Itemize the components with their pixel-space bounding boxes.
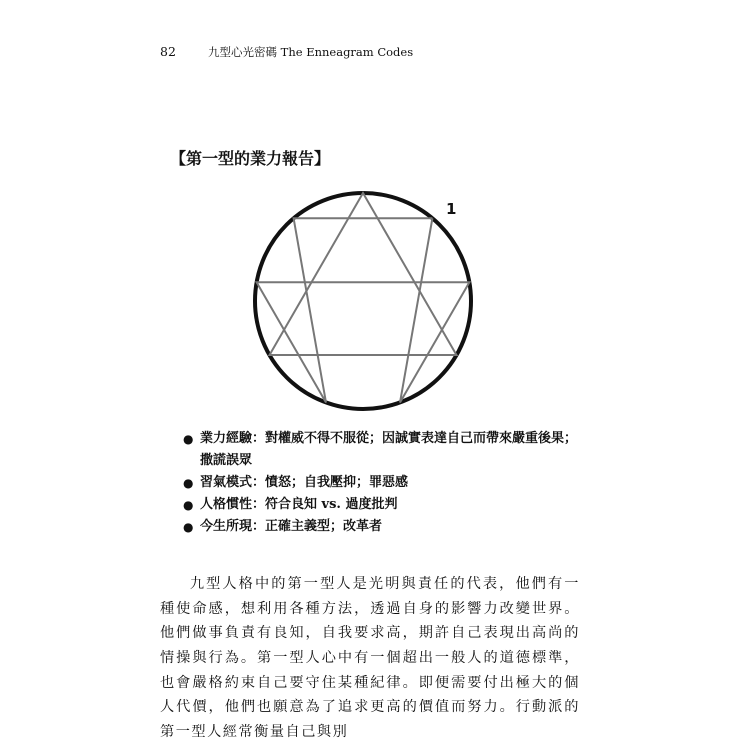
vertex-label-type-one: 1 bbox=[446, 200, 457, 218]
body-paragraph: 九型人格中的第一型人是光明與責任的代表，他們有一種使命感，想利用各種方法，透過自身的影響力改變世界。他們做事負責有良知，自我要求高，期許自己表現出高尚的情操與行為。第一型人心中有一個超出一般人的道德標準，也會嚴格約束自己要守住某種紀律。即便需要付出極大的個人代價，他們也願意為了追求更高的價值而努力。行動派的第一型人經常衡量自己與別 bbox=[160, 576, 580, 740]
bullet-text: 人格慣性：符合良知 vs. 過度批判 bbox=[200, 497, 398, 512]
enneagram-figure bbox=[250, 190, 480, 415]
bullet-item bbox=[183, 428, 583, 472]
bullet-dot-icon: ● bbox=[183, 432, 194, 446]
enneagram-circle bbox=[255, 193, 471, 409]
running-header bbox=[160, 44, 413, 60]
bullet-text: 業力經驗：對權威不得不服從；因誠實表達自己而帶來嚴重後果；撒謊誤眾 bbox=[200, 431, 578, 468]
enneagram-hexad bbox=[257, 218, 470, 402]
section-heading: 【第一型的業力報告】 bbox=[170, 149, 331, 168]
bullet-dot-icon: ● bbox=[183, 498, 194, 512]
running-title: 九型心光密碼 The Enneagram Codes bbox=[208, 45, 414, 59]
bullet-text: 今生所現：正確主義型；改革者 bbox=[200, 519, 383, 534]
bullet-item bbox=[183, 516, 583, 538]
bullet-item bbox=[183, 494, 583, 516]
bullet-dot-icon: ● bbox=[183, 476, 194, 490]
bullet-text: 習氣模式：憤怒；自我壓抑；罪惡感 bbox=[200, 475, 409, 490]
bullet-item bbox=[183, 472, 583, 494]
bullet-dot-icon: ● bbox=[183, 520, 194, 534]
karma-bullet-list bbox=[183, 428, 583, 538]
enneagram-diagram bbox=[250, 190, 480, 415]
page-number: 82 bbox=[160, 44, 176, 59]
